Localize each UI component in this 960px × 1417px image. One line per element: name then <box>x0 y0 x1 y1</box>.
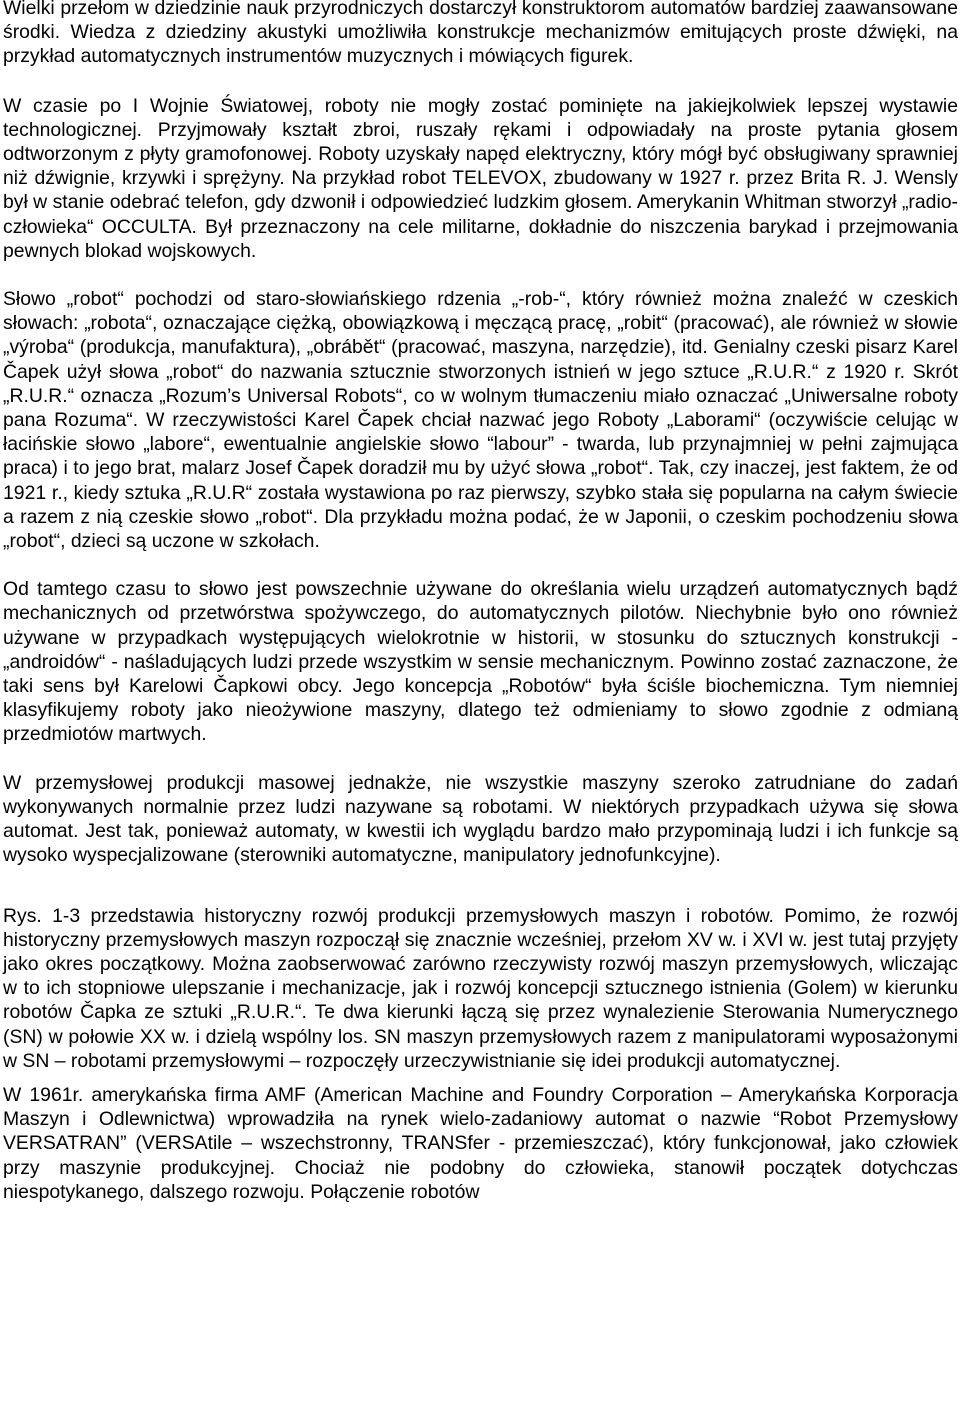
paragraph-ww1-robots: W czasie po I Wojnie Światowej, roboty nie mogły zostać pominięte na jakiejkolwiek lepszej wystawie technologicznej. Przyjmowały kształt zbroi, ruszały rękami i odpowiadały na proste pytania głosem odtworzonym z płyty gramofonowej. Roboty uzyskały napęd elektryczny, który mógł być obsługiwany sprawniej niż dźwignie, krzywki i sprężyny. Na przykład robot TELEVOX, zbudowany w 1927 r. przez Brita R. J. Wensly był w stanie odebrać telefon, gdy dzwonił i odpowiedzieć ludzkim głosem. Amerykanin Whitman stworzył „radio-człowieka“ OCCULTA. Był przeznaczony na cele militarne, dokładnie do niszczenia barykad i przejmowania pewnych blokad wojskowych. <box>3 94 958 262</box>
paragraph-word-usage: Od tamtego czasu to słowo jest powszechnie używane do określania wielu urządzeń automatycznych bądź mechanicznych od przetwórstwa spożywczego, do automatycznych pilotów. Niechybnie było ono również używane w przypadkach występujących wielokrotnie w historii, w stosunku do sztucznych konstrukcji - „androidów“ - naśladujących ludzi przede wszystkim w sensie mechanicznym. Powinno zostać zaznaczone, że taki sens był Karelowi Čapkowi obcy. Jego koncepcja „Robotów“ była ściśle biochemiczna. Tym niemniej klasyfikujemy roboty jako nieożywione maszyny, dlatego też odmieniamy to słowo zgodnie z odmianą przedmiotów martwych. <box>3 578 958 746</box>
paragraph-versatran: W 1961r. amerykańska firma AMF (American Machine and Foundry Corporation – Amerykańska Korporacja Maszyn i Odlewnictwa) wprowadziła na rynek wielo-zadaniowy automat o nazwie “Robot Przemysłowy VERSATRAN” (VERSAtile – wszechstronny, TRANSfer - przemieszczać), który funkcjonował, jako człowiek przy maszynie produkcyjnej. Chociaż nie podobny do człowieka, stanowił początek dotychczas niespotykanego, dalszego rozwoju. Połączenie robotów <box>3 1083 958 1203</box>
paragraph-historical-development: Rys. 1-3 przedstawia historyczny rozwój produkcji przemysłowych maszyn i robotów. Pomimo, że rozwój historyczny przemysłowych maszyn rozpoczął się znacznie wcześniej, przełom XV w. i XVI w. jest tutaj przyjęty jako okres początkowy. Można zaobserwować zarówno rzeczywisty rozwój maszyn przemysłowych, wliczając w to ich stopniowe ulepszanie i mechanizacje, jak i rozwój koncepcji sztucznego istnienia (Golem) w kierunku robotów Čapka ze sztuki „R.U.R.“. Te dwa kierunki łączą się przez wynalezienie Sterowania Numerycznego (SN) w połowie XX w. i dzielą wspólny los. SN maszyn przemysłowych razem z manipulatorami wyposażonymi w SN – robotami przemysłowymi – rozpoczęły urzeczywistnianie się idei produkcji automatycznej. <box>3 904 958 1072</box>
paragraph-mass-production: W przemysłowej produkcji masowej jednakże, nie wszystkie maszyny szeroko zatrudniane do zadań wykonywanych normalnie przez ludzi nazywane są robotami. W niektórych przypadkach używa się słowa automat. Jest tak, ponieważ automaty, w kwestii ich wyglądu bardzo mało przypominają ludzi i ich funkcje są wysoko wyspecjalizowane (sterowniki automatyczne, manipulatory jednofunkcyjne). <box>3 771 958 867</box>
paragraph-word-robot-origin: Słowo „robot“ pochodzi od staro-słowiańskiego rdzenia „-rob-“, który również można znaleźć w czeskich słowach: „robota“, oznaczające ciężką, obowiązkową i męczącą pracę, „robit“ (pracować), ale również w słowie „výroba“ (produkcja, manufaktura), „obrábět“ (pracować, maszyna, narzędzie), itd. Genialny czeski pisarz Karel Čapek użył słowa „robot“ do nazwania sztucznie stworzonych istnień w jego sztuce „R.U.R.“ z 1920 r. Skrót „R.U.R.“ oznacza „Rozum’s Universal Robots“, co w wolnym tłumaczeniu miało oznaczać „Uniwersalne roboty pana Rozuma“. W rzeczywistości Karel Čapek chciał nazwać jego Roboty „Laborami“ (oczywiście celując w łacińskie słowo „labore“, ewentualnie angielskie słowo “labour” - twarda, lub przynajmniej w pełni zajmująca praca) i to jego brat, malarz Josef Čapek doradził mu by użyć słowa „robot“. Tak, czy inaczej, jest faktem, że od 1921 r., kiedy sztuka „R.U.R“ została wystawiona po raz pierwszy, szybko stała się popularna na całym świecie a razem z nią czeskie słowo „robot“. Dla przykładu można podać, że w Japonii, o czeskim pochodzeniu słowa „robot“, dzieci są uczone w szkołach. <box>3 288 958 553</box>
paragraph-acoustics-automata: Wielki przełom w dziedzinie nauk przyrodniczych dostarczył konstruktorom automatów bardziej zaawansowane środki. Wiedza z dziedziny akustyki umożliwiła konstrukcje mechanizmów emitujących proste dźwięki, na przykład automatycznych instrumentów muzycznych i mówiących figurek. <box>3 0 958 68</box>
